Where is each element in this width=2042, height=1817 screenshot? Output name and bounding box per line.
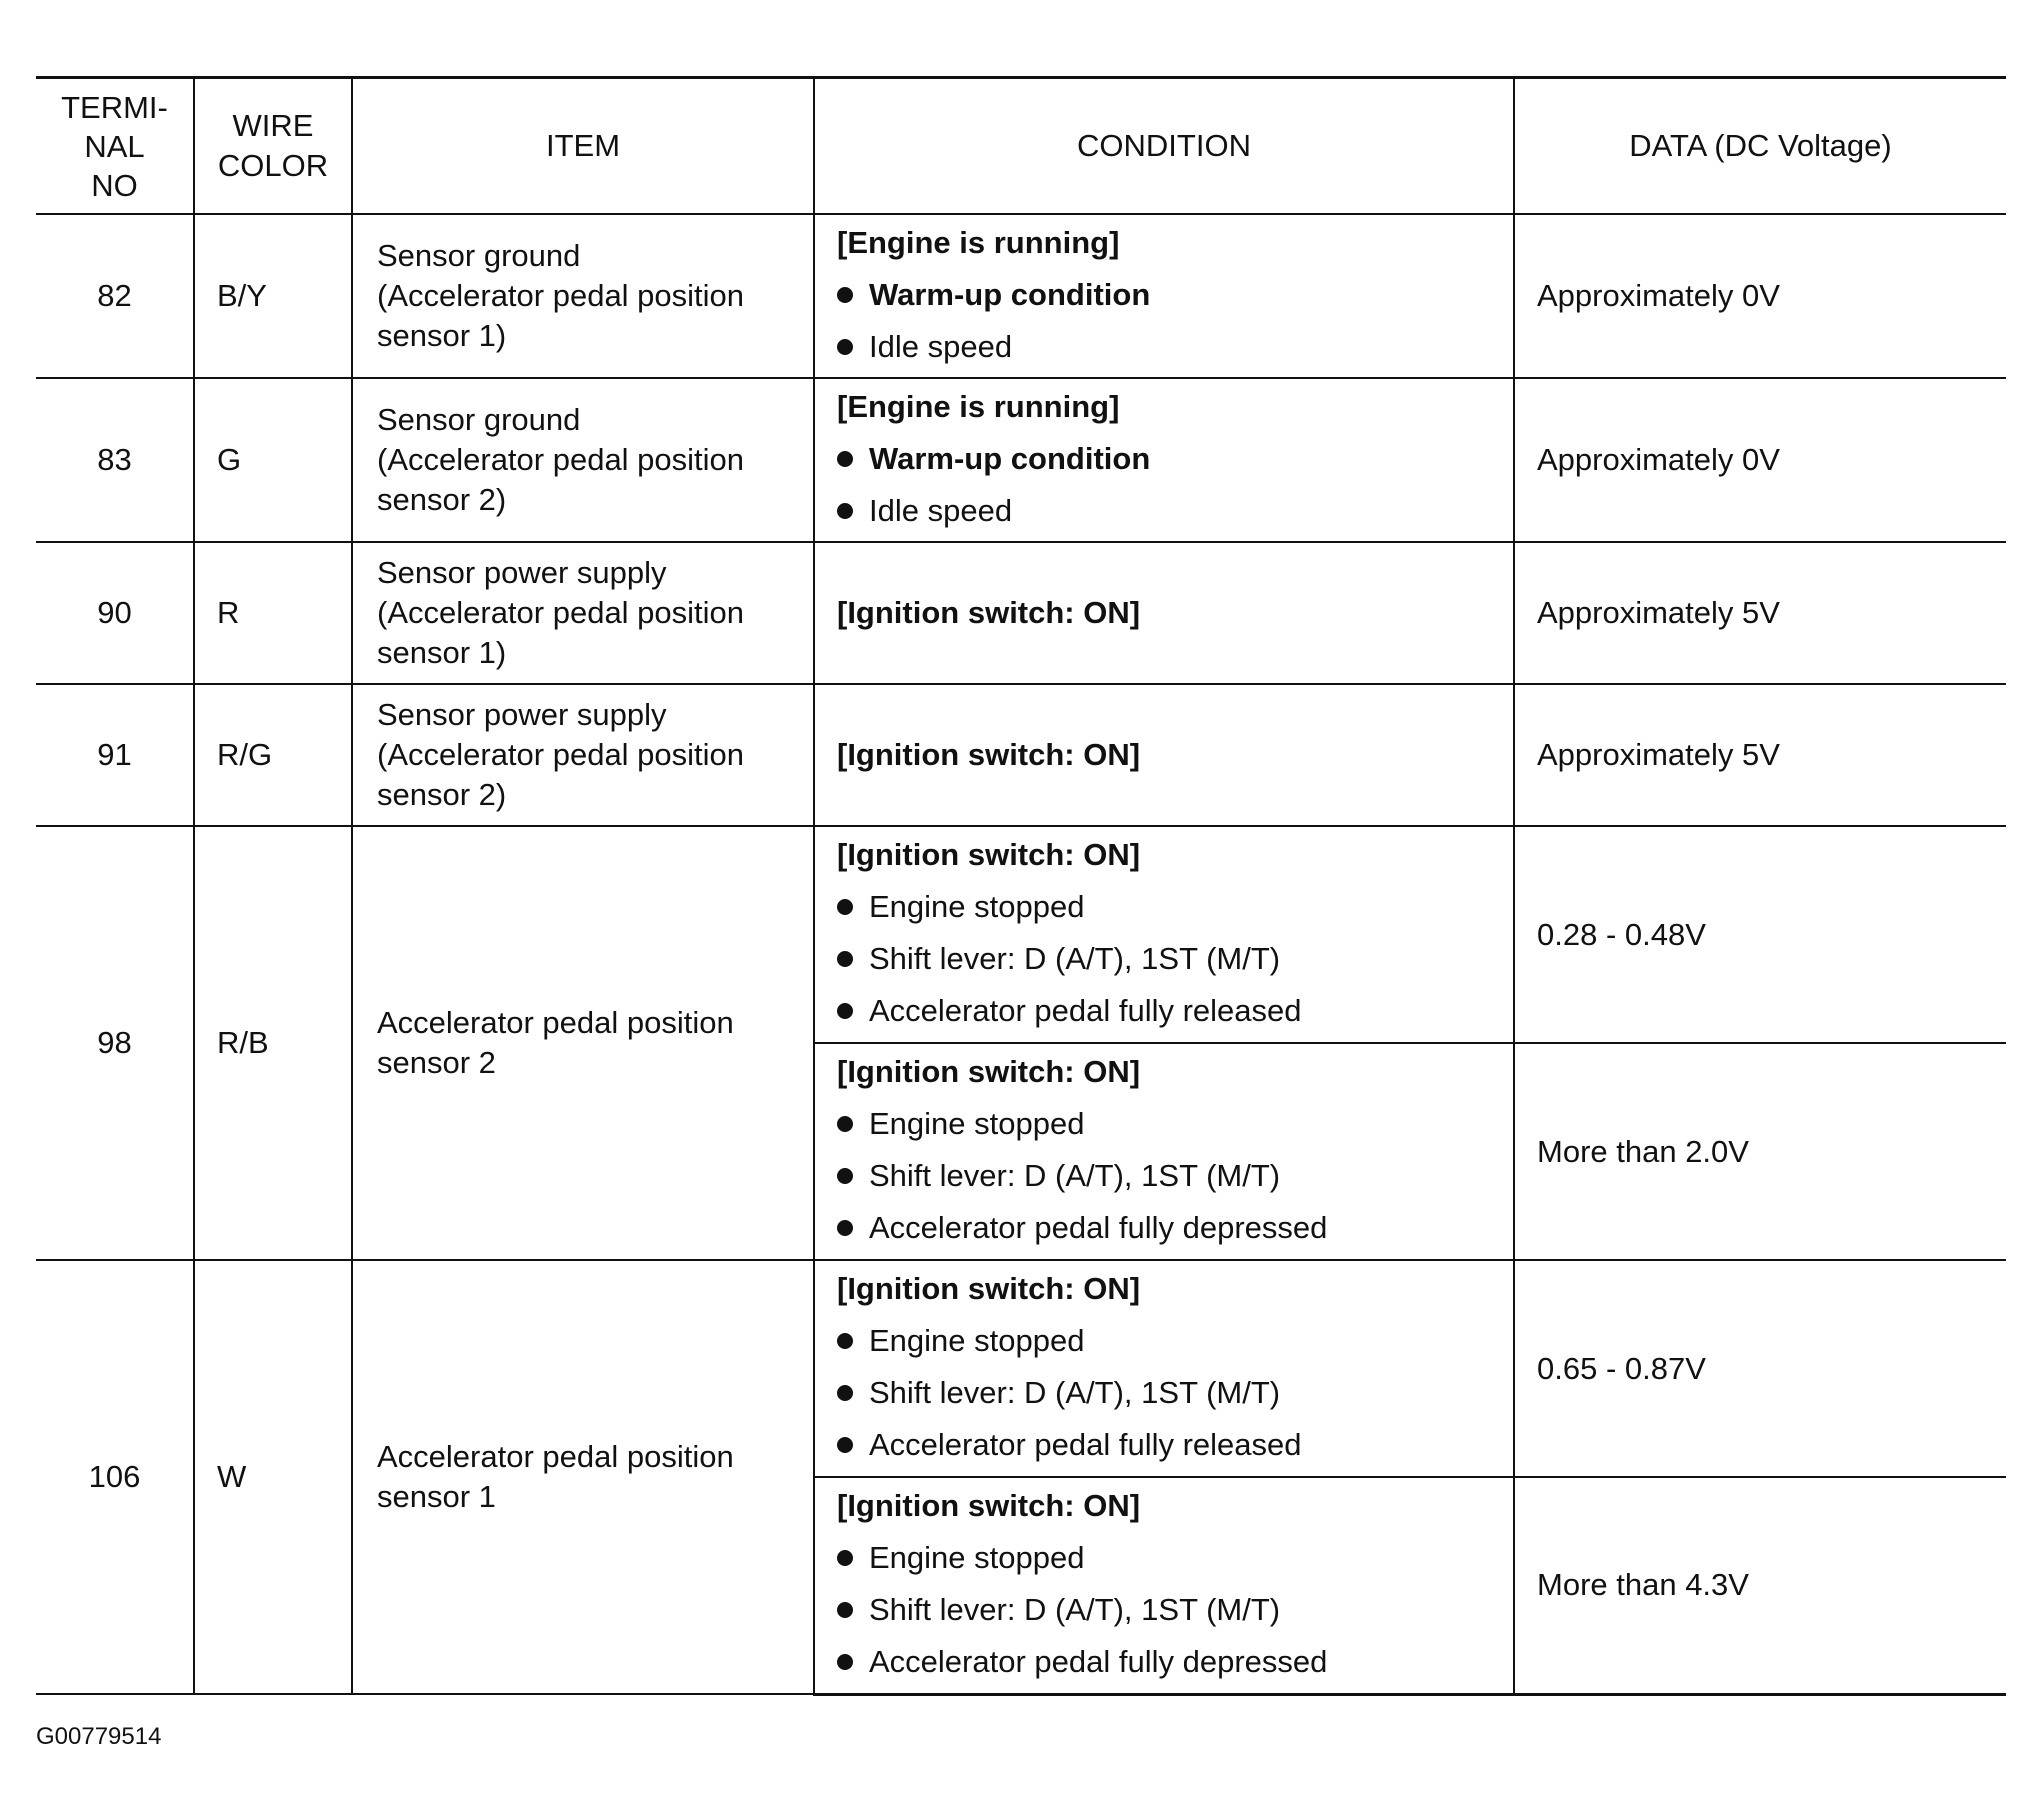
bullet-dot-icon — [837, 1116, 853, 1132]
item-line: sensor 2 — [377, 1045, 496, 1080]
bullet-dot-icon — [837, 1168, 853, 1184]
condition-bullet-text: Shift lever: D (A/T), 1ST (M/T) — [869, 1375, 1281, 1410]
header-wire-line-1: WIRE — [232, 108, 314, 143]
voltage-data: Approximately 0V — [1514, 214, 2006, 378]
item-line: Sensor ground — [377, 402, 581, 437]
voltage-data: Approximately 0V — [1514, 378, 2006, 542]
condition-bullet — [837, 1104, 1493, 1144]
item-line: (Accelerator pedal position — [377, 595, 745, 630]
condition-cell — [814, 1260, 1514, 1477]
bullet-dot-icon — [837, 1437, 853, 1453]
terminal-number: 82 — [36, 214, 194, 378]
table-body — [36, 214, 2006, 1694]
terminal-number: 91 — [36, 684, 194, 826]
header-terminal-line-3: NO — [91, 167, 138, 203]
wire-color: B/Y — [194, 214, 352, 378]
item-description — [352, 826, 814, 1260]
condition-bullet-text: Engine stopped — [869, 1540, 1085, 1575]
condition-bullet-text: Warm-up condition — [869, 441, 1151, 476]
condition-cell — [814, 1477, 1514, 1694]
table-row — [36, 542, 2006, 684]
condition-bullet — [837, 1425, 1493, 1465]
condition-bullet-text: Accelerator pedal fully depressed — [869, 1210, 1328, 1245]
condition-bullet-text: Accelerator pedal fully released — [869, 993, 1302, 1028]
condition-bullet — [837, 1321, 1493, 1361]
bullet-dot-icon — [837, 1333, 853, 1349]
item-line: Sensor power supply — [377, 697, 667, 732]
item-description — [352, 542, 814, 684]
condition-bullet-text: Engine stopped — [869, 889, 1085, 924]
condition-bullet — [837, 1590, 1493, 1630]
condition-bullet — [837, 1538, 1493, 1578]
wire-color: R/B — [194, 826, 352, 1260]
header-wire-line-2: COLOR — [217, 148, 329, 183]
condition-cell — [814, 684, 1514, 826]
bullet-dot-icon — [837, 899, 853, 915]
item-line: (Accelerator pedal position — [377, 442, 745, 477]
condition-bullet-text: Shift lever: D (A/T), 1ST (M/T) — [869, 941, 1281, 976]
item-description — [352, 684, 814, 826]
wire-color: G — [194, 378, 352, 542]
condition-bullet-text: Shift lever: D (A/T), 1ST (M/T) — [869, 1158, 1281, 1193]
header-wire-color — [194, 78, 352, 215]
wire-color: R — [194, 542, 352, 684]
table-row — [36, 826, 2006, 1043]
terminal-number: 90 — [36, 542, 194, 684]
header-condition: CONDITION — [814, 78, 1514, 215]
item-line: sensor 1) — [377, 318, 507, 353]
condition-bullet-text: Shift lever: D (A/T), 1ST (M/T) — [869, 1592, 1281, 1627]
condition-heading: [Ignition switch: ON] — [837, 737, 1141, 772]
condition-bullet — [837, 275, 1493, 315]
voltage-data: More than 4.3V — [1514, 1477, 2006, 1694]
condition-bullet — [837, 887, 1493, 927]
header-row — [36, 78, 2006, 215]
bullet-dot-icon — [837, 1550, 853, 1566]
item-line: (Accelerator pedal position — [377, 278, 745, 313]
condition-bullet — [837, 1642, 1493, 1682]
voltage-data: 0.28 - 0.48V — [1514, 826, 2006, 1043]
condition-heading: [Ignition switch: ON] — [837, 1488, 1141, 1523]
header-terminal-line-1: TERMI- — [61, 89, 168, 125]
condition-cell — [814, 214, 1514, 378]
condition-bullet — [837, 327, 1493, 367]
table-row — [36, 684, 2006, 826]
ecm-terminal-table — [36, 76, 2006, 1696]
condition-bullet-text: Engine stopped — [869, 1106, 1085, 1141]
bullet-dot-icon — [837, 287, 853, 303]
condition-heading: [Engine is running] — [837, 225, 1120, 260]
condition-heading: [Ignition switch: ON] — [837, 1054, 1141, 1089]
bullet-dot-icon — [837, 1602, 853, 1618]
header-item: ITEM — [352, 78, 814, 215]
bullet-dot-icon — [837, 1385, 853, 1401]
item-line: sensor 2) — [377, 777, 507, 812]
table-row — [36, 1260, 2006, 1477]
condition-heading: [Ignition switch: ON] — [837, 595, 1141, 630]
header-terminal-line-2: NAL — [84, 128, 145, 164]
condition-bullet-text: Accelerator pedal fully released — [869, 1427, 1302, 1462]
item-line: sensor 1) — [377, 635, 507, 670]
item-description — [352, 1260, 814, 1694]
condition-bullet-text: Idle speed — [869, 493, 1013, 528]
bullet-dot-icon — [837, 1654, 853, 1670]
terminal-number: 98 — [36, 826, 194, 1260]
voltage-data: Approximately 5V — [1514, 684, 2006, 826]
wire-color: W — [194, 1260, 352, 1694]
condition-bullet — [837, 939, 1493, 979]
item-line: Accelerator pedal position — [377, 1005, 734, 1040]
condition-cell — [814, 378, 1514, 542]
bullet-dot-icon — [837, 1220, 853, 1236]
condition-bullet-text: Accelerator pedal fully depressed — [869, 1644, 1328, 1679]
bullet-dot-icon — [837, 1003, 853, 1019]
item-line: sensor 1 — [377, 1479, 496, 1514]
document-id: G00779514 — [36, 1723, 162, 1750]
condition-cell — [814, 826, 1514, 1043]
item-line: (Accelerator pedal position — [377, 737, 745, 772]
header-data: DATA (DC Voltage) — [1514, 78, 2006, 215]
voltage-data: 0.65 - 0.87V — [1514, 1260, 2006, 1477]
item-line: sensor 2) — [377, 482, 507, 517]
bullet-dot-icon — [837, 451, 853, 467]
condition-heading: [Ignition switch: ON] — [837, 1271, 1141, 1306]
item-description — [352, 378, 814, 542]
condition-bullet-text: Warm-up condition — [869, 277, 1151, 312]
voltage-data: More than 2.0V — [1514, 1043, 2006, 1260]
table-row — [36, 378, 2006, 542]
terminal-number: 106 — [36, 1260, 194, 1694]
wire-color: R/G — [194, 684, 352, 826]
condition-bullet — [837, 991, 1493, 1031]
bullet-dot-icon — [837, 339, 853, 355]
condition-bullet — [837, 1208, 1493, 1248]
table-row — [36, 214, 2006, 378]
terminal-number: 83 — [36, 378, 194, 542]
condition-cell — [814, 542, 1514, 684]
condition-heading: [Ignition switch: ON] — [837, 837, 1141, 872]
item-description — [352, 214, 814, 378]
condition-heading: [Engine is running] — [837, 389, 1120, 424]
item-line: Sensor ground — [377, 238, 581, 273]
condition-cell — [814, 1043, 1514, 1260]
item-line: Accelerator pedal position — [377, 1439, 734, 1474]
condition-bullet — [837, 1156, 1493, 1196]
condition-bullet — [837, 491, 1493, 531]
condition-bullet-text: Idle speed — [869, 329, 1013, 364]
condition-bullet — [837, 439, 1493, 479]
voltage-data: Approximately 5V — [1514, 542, 2006, 684]
condition-bullet-text: Engine stopped — [869, 1323, 1085, 1358]
bullet-dot-icon — [837, 503, 853, 519]
item-line: Sensor power supply — [377, 555, 667, 590]
condition-bullet — [837, 1373, 1493, 1413]
header-terminal-no — [36, 78, 194, 215]
bullet-dot-icon — [837, 951, 853, 967]
terminal-data-sheet — [36, 76, 2006, 1696]
